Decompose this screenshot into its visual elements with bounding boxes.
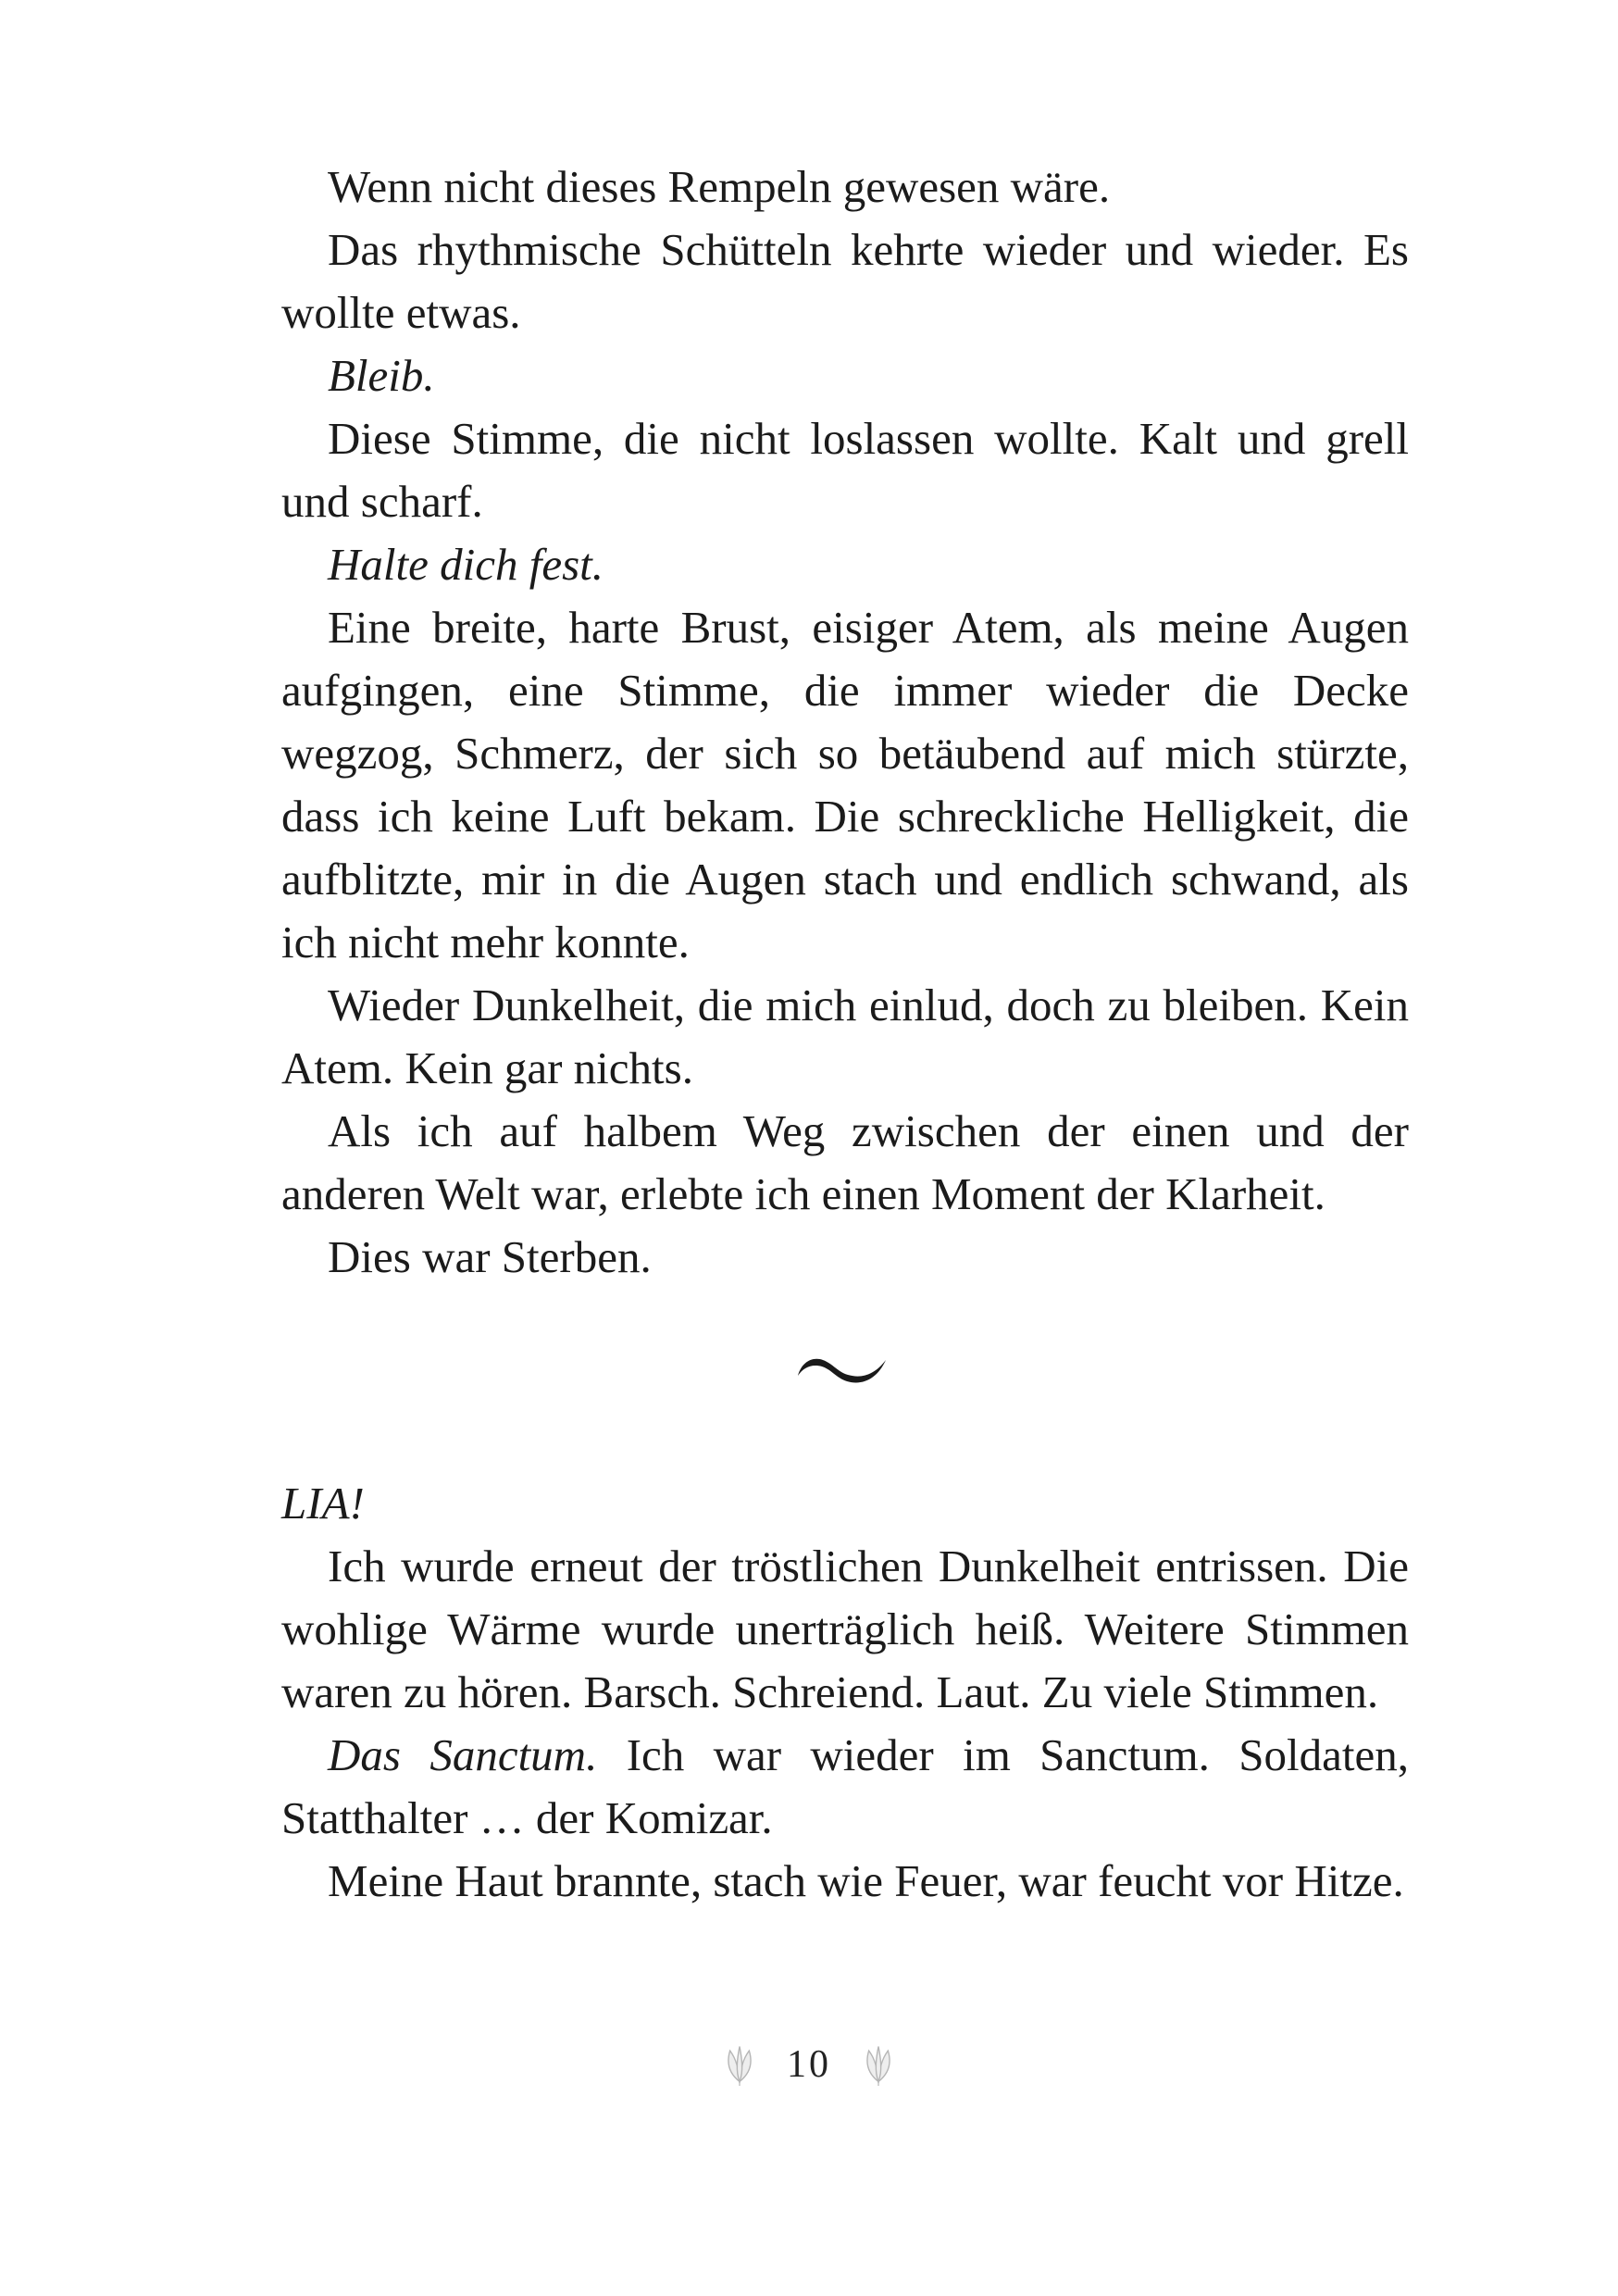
- body-text: Ich wurde erneut der tröstlichen Dunkelheit entrissen. Die wohlige Wärme wurde unerträglich heiß. Weitere Stimmen waren zu hören. Barsch. Schreiend. Laut. Zu viele Stimmen.: [281, 1541, 1409, 1717]
- italic-text: Bleib.: [328, 350, 435, 401]
- leaf-ornament-icon: [718, 2043, 761, 2086]
- paragraph: [281, 156, 1409, 218]
- swash-tilde-icon: [794, 1351, 896, 1388]
- body-text: Wieder Dunkelheit, die mich einlud, doch zu bleiben. Kein Atem. Kein gar nichts.: [281, 980, 1409, 1093]
- body-text: Das rhythmische Schütteln kehrte wieder und wieder. Es wollte etwas.: [281, 224, 1409, 338]
- text-block: [281, 156, 1409, 1913]
- italic-text: LIA!: [281, 1478, 365, 1529]
- body-text: Diese Stimme, die nicht loslassen wollte. Kalt und grell und scharf.: [281, 413, 1409, 527]
- paragraph: [281, 218, 1409, 344]
- section-divider: [281, 1333, 1409, 1374]
- page-number: 10: [787, 2043, 831, 2086]
- body-text: Meine Haut brannte, stach wie Feuer, war feucht vor Hitze.: [328, 1855, 1404, 1906]
- italic-text: Halte dich fest.: [328, 539, 604, 590]
- paragraph: [281, 974, 1409, 1100]
- leaf-ornament-icon: [857, 2043, 900, 2086]
- paragraph: [281, 1724, 1409, 1850]
- paragraph: [281, 344, 1409, 407]
- paragraph: [281, 407, 1409, 533]
- body-text: Als ich auf halbem Weg zwischen der einen und der anderen Welt war, erlebte ich einen Moment der Klarheit.: [281, 1105, 1409, 1219]
- body-text: Wenn nicht dieses Rempeln gewesen wäre.: [328, 161, 1111, 212]
- paragraph: [281, 1535, 1409, 1724]
- paragraph: [281, 533, 1409, 596]
- paragraph: [281, 1850, 1409, 1913]
- paragraph: [281, 1472, 1409, 1535]
- body-text: Eine breite, harte Brust, eisiger Atem, als meine Augen aufgingen, eine Stimme, die immer wieder die Decke wegzog, Schmerz, der sich so betäubend auf mich stürzte, dass ich keine Luft bekam. Die schreckliche Helligkeit, die aufblitzte, mir in die Augen stach und endlich schwand, als ich nicht mehr konnte.: [281, 602, 1409, 967]
- page-footer: [0, 2042, 1618, 2090]
- paragraph: [281, 1226, 1409, 1289]
- body-text: Dies war Sterben.: [328, 1231, 652, 1282]
- body-text: Ich war wieder im Sanctum. Soldaten, Statthalter … der Komizar.: [281, 1729, 1409, 1843]
- italic-text: Das Sanctum.: [328, 1729, 598, 1780]
- paragraph: [281, 596, 1409, 974]
- paragraph: [281, 1100, 1409, 1226]
